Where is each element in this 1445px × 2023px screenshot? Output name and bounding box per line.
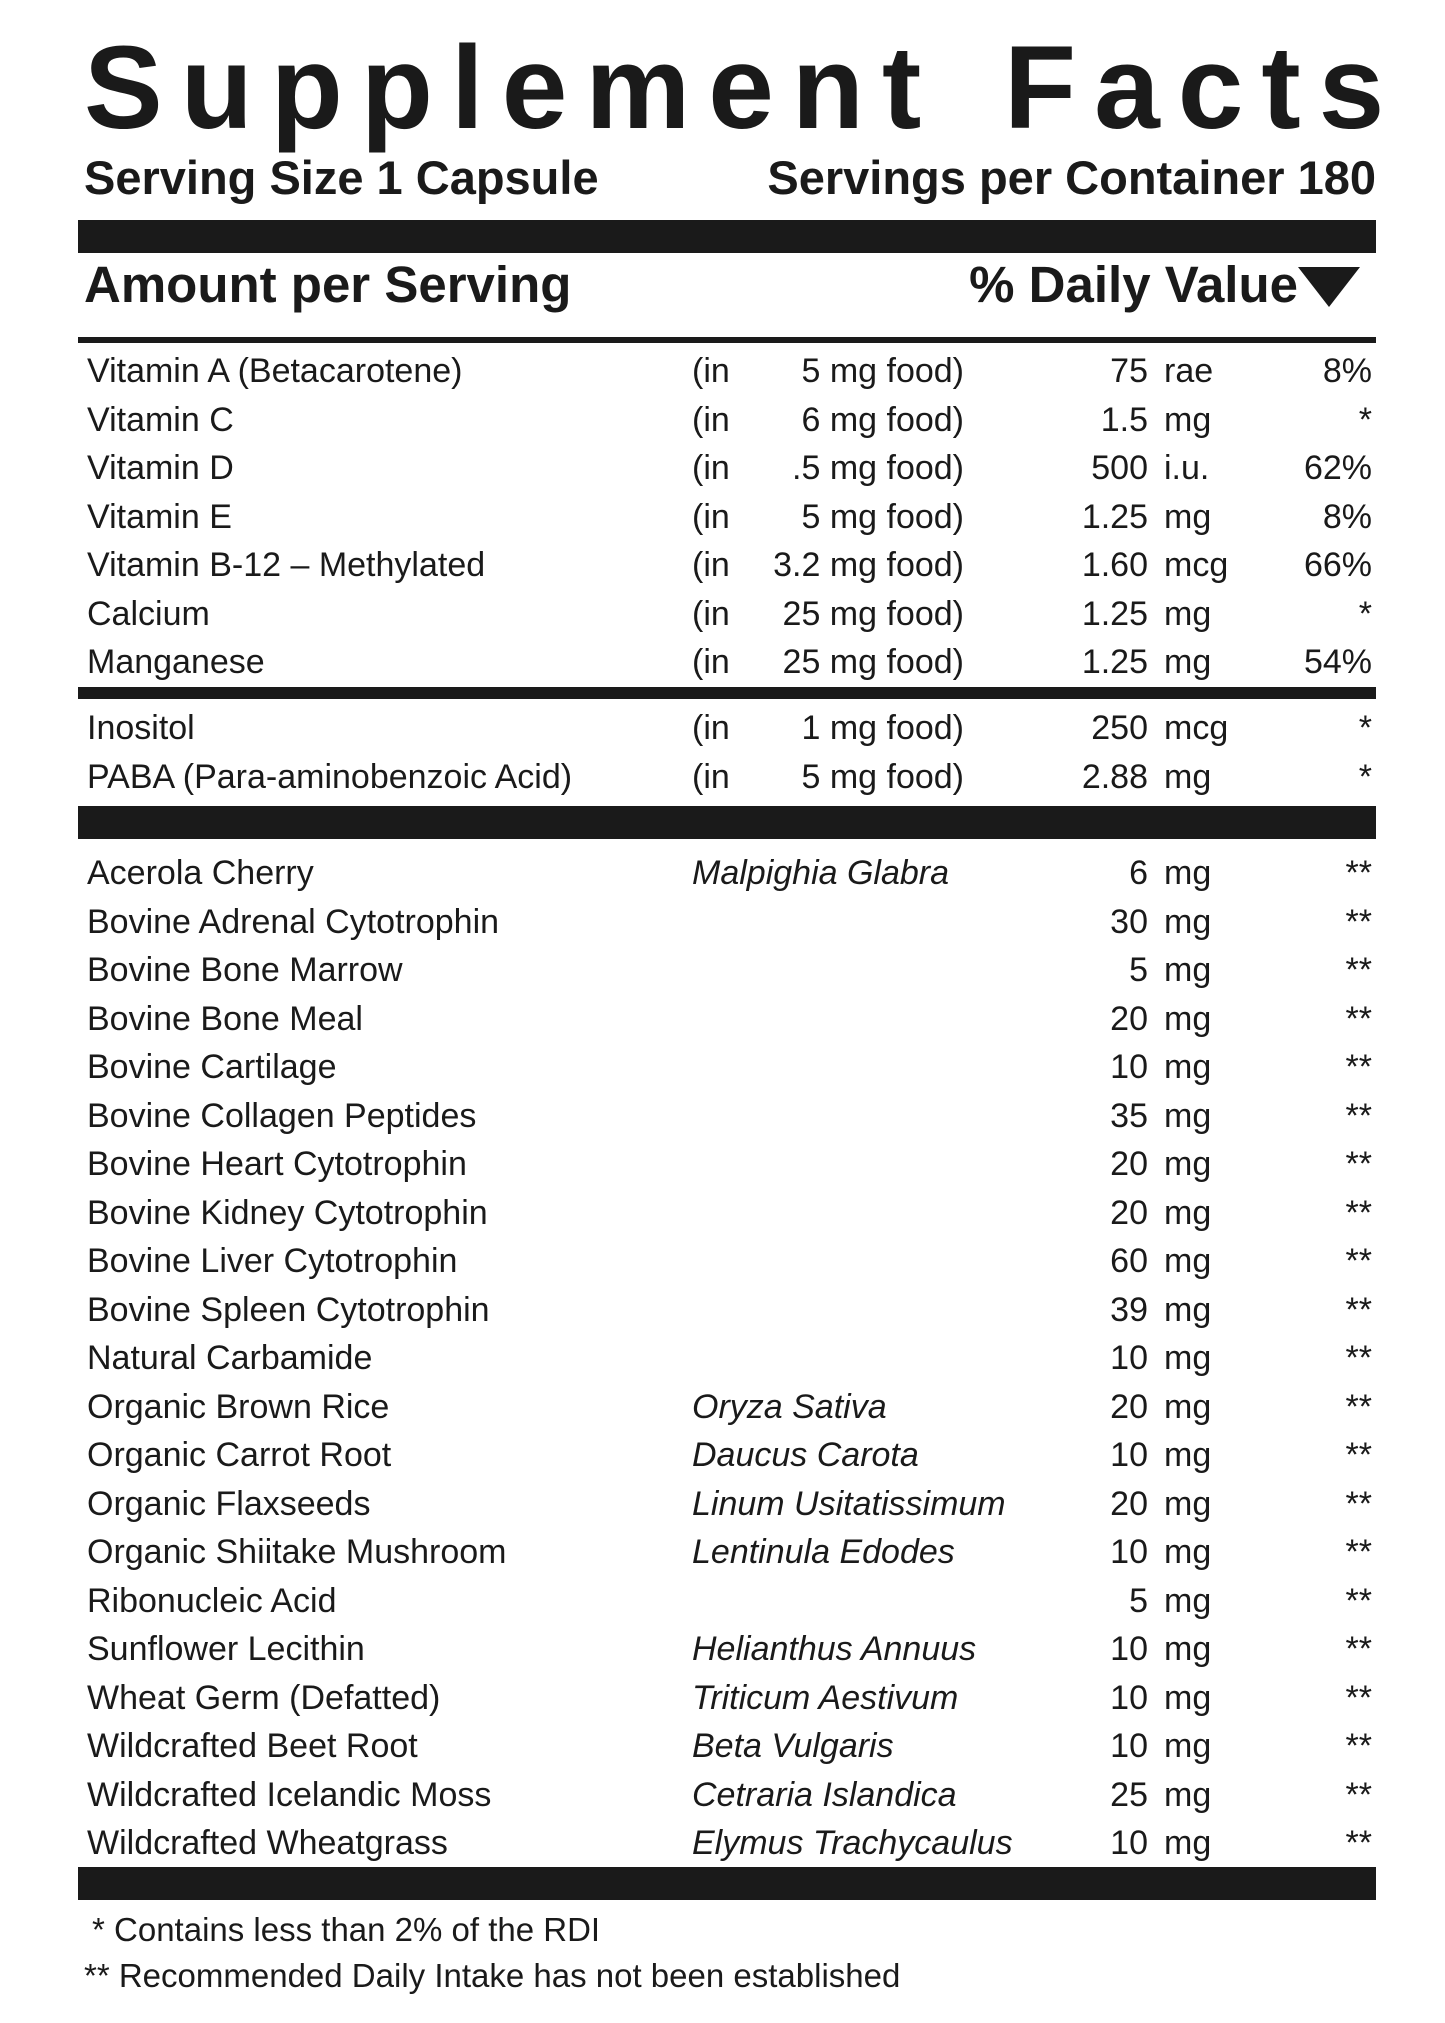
nutrient-name: Calcium (87, 594, 210, 633)
food-source-amount: 6 mg food) (801, 400, 964, 439)
ingredient-name: Ribonucleic Acid (87, 1581, 337, 1620)
ingredient-amount: 10 (1110, 1630, 1148, 1668)
nutrient-row (78, 444, 1376, 492)
ingredient-amount: 10 (1110, 1339, 1148, 1377)
ingredient-unit: mg (1164, 1581, 1212, 1620)
nutrient-amount: 1.25 (1081, 497, 1148, 536)
ingredient-amount: 60 (1110, 1242, 1148, 1280)
down-triangle-icon (1298, 267, 1360, 307)
daily-value-marker: ** (1345, 999, 1372, 1038)
nutrient-name: Manganese (87, 643, 265, 681)
nutrient-amount: 75 (1110, 352, 1148, 390)
ingredient-row (78, 1237, 1376, 1285)
ingredient-amount: 25 (1110, 1775, 1148, 1814)
daily-value-percent: 54% (1303, 643, 1372, 681)
nutrient-unit: mg (1164, 757, 1212, 796)
ingredient-amount: 39 (1110, 1290, 1148, 1329)
nutrient-amount: 1.25 (1081, 643, 1148, 681)
daily-value-marker: ** (1345, 1824, 1372, 1862)
ingredient-unit: mg (1164, 1339, 1212, 1377)
daily-value-marker: ** (1345, 1630, 1372, 1668)
food-source-prefix: (in (692, 352, 730, 390)
daily-value-marker: ** (1345, 1387, 1372, 1426)
ingredient-row (78, 946, 1376, 994)
daily-value-marker: ** (1345, 1436, 1372, 1474)
ingredient-unit: mg (1164, 1824, 1212, 1862)
ingredient-unit: mg (1164, 1096, 1212, 1135)
divider-thick (78, 220, 1376, 253)
scientific-name: Helianthus Annuus (692, 1630, 977, 1668)
ingredient-unit: mg (1164, 1290, 1212, 1329)
ingredient-name: Wildcrafted Icelandic Moss (87, 1775, 492, 1814)
ingredient-unit: mg (1164, 1678, 1212, 1717)
ingredient-row (78, 1189, 1376, 1237)
ingredient-amount: 35 (1110, 1096, 1148, 1135)
ingredient-amount: 20 (1110, 1387, 1148, 1426)
ingredient-row (78, 898, 1376, 946)
ingredient-unit: mg (1164, 1436, 1212, 1474)
ingredient-name: Bovine Kidney Cytotrophin (87, 1193, 488, 1232)
ingredient-row (78, 1334, 1376, 1382)
title-word-supplement: Supplement (84, 22, 940, 154)
food-source-prefix: (in (692, 497, 730, 536)
ingredient-name: Bovine Heart Cytotrophin (87, 1145, 467, 1183)
scientific-name: Oryza Sativa (692, 1387, 887, 1426)
ingredient-row (78, 1771, 1376, 1819)
ingredient-unit: mg (1164, 1484, 1212, 1523)
ingredient-amount: 5 (1129, 951, 1148, 989)
daily-value-percent: * (1358, 594, 1372, 633)
food-source-prefix: (in (692, 546, 730, 584)
nutrient-name: Vitamin B-12 – Methylated (87, 546, 486, 584)
supplement-facts-panel (78, 0, 1403, 2023)
daily-value-percent: 62% (1303, 449, 1372, 487)
amount-per-serving-header: Amount per Serving (84, 256, 572, 313)
ingredient-row (78, 1431, 1376, 1479)
scientific-name: Lentinula Edodes (692, 1533, 955, 1571)
food-source-prefix: (in (692, 757, 730, 796)
ingredient-name: Natural Carbamide (87, 1339, 373, 1377)
daily-value-marker: ** (1345, 1096, 1372, 1135)
ingredient-row (78, 1528, 1376, 1576)
ingredient-amount: 10 (1110, 1048, 1148, 1086)
ingredient-row (78, 1092, 1376, 1140)
divider-thick (78, 806, 1376, 839)
ingredient-unit: mg (1164, 1727, 1212, 1765)
daily-value-marker: ** (1345, 1145, 1372, 1183)
food-source-prefix: (in (692, 643, 730, 681)
daily-value-marker: ** (1345, 1290, 1372, 1329)
nutrient-amount: 250 (1091, 709, 1148, 747)
food-source-amount: 25 mg food) (782, 643, 964, 681)
ingredient-name: Bovine Bone Marrow (87, 951, 403, 989)
ingredient-row (78, 1286, 1376, 1334)
ingredient-name: Wheat Germ (Defatted) (87, 1678, 441, 1717)
daily-value-percent: * (1358, 709, 1372, 747)
ingredient-unit: mg (1164, 1193, 1212, 1232)
nutrient-name: Inositol (87, 709, 195, 747)
nutrient-amount: 1.5 (1100, 400, 1148, 439)
food-source-amount: 25 mg food) (782, 594, 964, 633)
ingredient-row (78, 1383, 1376, 1431)
scientific-name: Linum Usitatissimum (692, 1484, 1006, 1523)
food-source-amount: .5 mg food) (792, 449, 964, 487)
food-source-amount: 3.2 mg food) (773, 546, 964, 584)
nutrient-name: Vitamin C (87, 400, 234, 439)
daily-value-percent: 66% (1303, 546, 1372, 584)
ingredient-name: Wildcrafted Wheatgrass (87, 1824, 448, 1862)
nutrient-name: Vitamin A (Betacarotene) (87, 352, 463, 390)
nutrient-amount: 2.88 (1081, 757, 1148, 796)
ingredient-row (78, 1043, 1376, 1091)
ingredient-name: Bovine Collagen Peptides (87, 1096, 477, 1135)
daily-value-marker: ** (1345, 1727, 1372, 1765)
ingredient-row (78, 995, 1376, 1043)
ingredient-amount: 5 (1129, 1581, 1148, 1620)
ingredient-amount: 10 (1110, 1824, 1148, 1862)
ingredient-unit: mg (1164, 1242, 1212, 1280)
ingredient-row (78, 1722, 1376, 1770)
ingredient-name: Bovine Bone Meal (87, 999, 363, 1038)
daily-value-marker: ** (1345, 1678, 1372, 1717)
nutrient-amount: 1.60 (1081, 546, 1148, 584)
ingredient-name: Bovine Liver Cytotrophin (87, 1242, 458, 1280)
daily-value-marker: ** (1345, 854, 1372, 892)
ingredient-name: Bovine Spleen Cytotrophin (87, 1290, 490, 1329)
ingredient-unit: mg (1164, 1630, 1212, 1668)
divider-medium (78, 337, 1376, 343)
nutrient-name: Vitamin E (87, 497, 232, 536)
nutrient-name: Vitamin D (87, 449, 234, 487)
daily-value-marker: ** (1345, 1533, 1372, 1571)
daily-value-marker: ** (1345, 1581, 1372, 1620)
ingredient-unit: mg (1164, 1145, 1212, 1183)
title-word-facts: Facts (1004, 22, 1403, 154)
nutrient-row (78, 396, 1376, 444)
nutrient-unit: i.u. (1164, 449, 1210, 487)
ingredient-amount: 10 (1110, 1727, 1148, 1765)
ingredient-name: Wildcrafted Beet Root (87, 1727, 418, 1765)
food-source-prefix: (in (692, 400, 730, 439)
nutrient-unit: mg (1164, 400, 1212, 439)
nutrient-unit: mcg (1164, 709, 1229, 747)
ingredient-amount: 20 (1110, 1145, 1148, 1183)
nutrient-unit: mg (1164, 497, 1212, 536)
ingredient-unit: mg (1164, 1533, 1212, 1571)
daily-value-marker: ** (1345, 1484, 1372, 1523)
nutrient-row (78, 493, 1376, 541)
ingredient-amount: 20 (1110, 999, 1148, 1038)
ingredient-row (78, 1819, 1376, 1867)
nutrient-name: PABA (Para-aminobenzoic Acid) (87, 757, 573, 796)
nutrient-amount: 1.25 (1081, 594, 1148, 633)
daily-value-marker: ** (1345, 902, 1372, 941)
ingredient-name: Organic Carrot Root (87, 1436, 392, 1474)
scientific-name: Beta Vulgaris (692, 1727, 894, 1765)
ingredient-name: Organic Brown Rice (87, 1387, 390, 1426)
ingredient-unit: mg (1164, 902, 1212, 941)
ingredient-amount: 30 (1110, 902, 1148, 941)
ingredient-row (78, 849, 1376, 897)
nutrient-row (78, 590, 1376, 638)
daily-value-percent: * (1358, 400, 1372, 439)
daily-value-header: % Daily Value (969, 256, 1298, 313)
scientific-name: Cetraria Islandica (692, 1775, 957, 1814)
panel-title (84, 18, 1403, 158)
ingredient-name: Acerola Cherry (87, 854, 314, 892)
food-source-amount: 5 mg food) (801, 497, 964, 536)
daily-value-marker: ** (1345, 1775, 1372, 1814)
nutrient-row (78, 704, 1376, 752)
ingredient-name: Organic Flaxseeds (87, 1484, 371, 1523)
ingredient-row (78, 1674, 1376, 1722)
daily-value-percent: 8% (1322, 352, 1372, 390)
ingredient-unit: mg (1164, 951, 1212, 989)
daily-value-marker: ** (1345, 1048, 1372, 1086)
footnote-double-star: ** Recommended Daily Intake has not been established (84, 1957, 901, 1994)
ingredient-amount: 10 (1110, 1678, 1148, 1717)
ingredient-unit: mg (1164, 999, 1212, 1038)
ingredient-amount: 10 (1110, 1533, 1148, 1571)
ingredient-name: Bovine Cartilage (87, 1048, 337, 1086)
food-source-amount: 5 mg food) (801, 757, 964, 796)
ingredient-row (78, 1140, 1376, 1188)
scientific-name: Triticum Aestivum (692, 1678, 959, 1717)
ingredient-unit: mg (1164, 854, 1212, 892)
ingredient-name: Sunflower Lecithin (87, 1630, 365, 1668)
ingredient-row (78, 1480, 1376, 1528)
nutrient-unit: rae (1164, 352, 1214, 390)
ingredient-amount: 20 (1110, 1193, 1148, 1232)
food-source-amount: 1 mg food) (801, 709, 964, 747)
ingredient-row (78, 1625, 1376, 1673)
ingredient-name: Bovine Adrenal Cytotrophin (87, 902, 500, 941)
food-source-prefix: (in (692, 709, 730, 747)
servings-per-container: Servings per Container 180 (767, 151, 1376, 204)
serving-size: Serving Size 1 Capsule (84, 151, 599, 204)
ingredient-amount: 6 (1129, 854, 1148, 892)
ingredient-row (78, 1577, 1376, 1625)
ingredient-amount: 20 (1110, 1484, 1148, 1523)
nutrient-row (78, 638, 1376, 686)
daily-value-marker: ** (1345, 951, 1372, 989)
ingredient-unit: mg (1164, 1387, 1212, 1426)
food-source-prefix: (in (692, 449, 730, 487)
food-source-amount: 5 mg food) (801, 352, 964, 390)
ingredient-unit: mg (1164, 1775, 1212, 1814)
daily-value-marker: ** (1345, 1242, 1372, 1280)
daily-value-marker: ** (1345, 1193, 1372, 1232)
nutrient-row (78, 541, 1376, 589)
divider-medium (78, 687, 1376, 699)
food-source-prefix: (in (692, 594, 730, 633)
nutrient-unit: mg (1164, 643, 1212, 681)
scientific-name: Elymus Trachycaulus (692, 1824, 1013, 1862)
nutrient-unit: mg (1164, 594, 1212, 633)
nutrient-unit: mcg (1164, 546, 1229, 584)
scientific-name: Daucus Carota (692, 1436, 919, 1474)
ingredient-amount: 10 (1110, 1436, 1148, 1474)
ingredient-unit: mg (1164, 1048, 1212, 1086)
nutrient-amount: 500 (1091, 449, 1148, 487)
nutrient-row (78, 753, 1376, 801)
scientific-name: Malpighia Glabra (692, 854, 950, 892)
daily-value-percent: 8% (1322, 497, 1372, 536)
daily-value-marker: ** (1345, 1339, 1372, 1377)
daily-value-percent: * (1358, 757, 1372, 796)
footnote-single-star: * Contains less than 2% of the RDI (92, 1911, 601, 1948)
ingredient-name: Organic Shiitake Mushroom (87, 1533, 507, 1571)
divider-thick (78, 1867, 1376, 1900)
nutrient-row (78, 347, 1376, 395)
